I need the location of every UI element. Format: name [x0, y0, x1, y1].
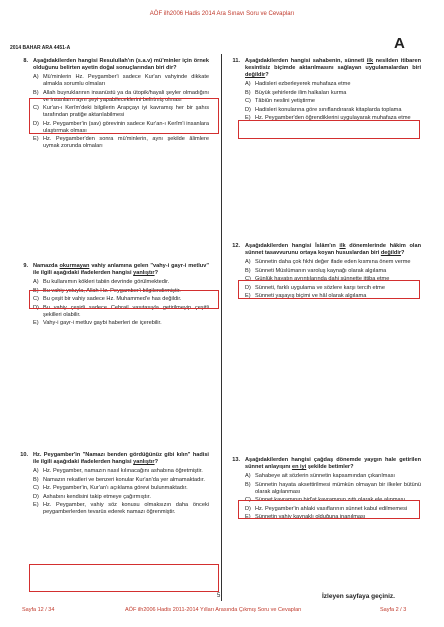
- option-a[interactable]: A) Bu kullanımın kökleri tabiin devrinde görülmektedir.: [33, 279, 170, 285]
- question-stem: Aşağıdakilerden hangisi İslâm'ın ilk dönemlerinde hâkim olan sünnet tasavvurunu ortaya koyan hususlardan biri değildir?: [245, 243, 421, 256]
- answer-highlight-10: [29, 564, 219, 592]
- option-d[interactable]: D) Ashabını kendisini takip etmeye çağırmıştır.: [33, 493, 151, 500]
- answer-highlight-8: [29, 98, 219, 134]
- answer-highlight-11: [238, 120, 420, 139]
- option-c[interactable]: C) Bu çeşit bir vahiy sadece Hz. Muhammed'e has değildir.: [33, 296, 182, 302]
- footer-right: Sayfa 2 / 3: [380, 607, 407, 613]
- answer-highlight-9: [29, 287, 219, 309]
- option-a[interactable]: A) Sünnetin daha çok fıkhi değer ifade eden kısmına önem verme: [245, 259, 411, 265]
- continue-note: İzleyen sayfaya geçiniz.: [322, 593, 395, 600]
- option-e[interactable]: E) Vahy-i gayr-i metluv gaybi haberleri de içerebilir.: [33, 320, 162, 326]
- option-c[interactable]: C) Tâbiûn neslini yetiştirme: [245, 98, 316, 104]
- question-number: 10.: [20, 452, 28, 458]
- option-d[interactable]: D) Bu vahiy çeşidi sadece Cebrail vasıtasıyla getirilmeyip çeşitli şekilleri olabilir.: [33, 304, 209, 318]
- question-10: [14, 452, 209, 518]
- option-d[interactable]: D) Hz. Peygamber'in (sav) görevinin sadece Kur'an-ı Kerîm'i insanlara ulaştırmak olması: [33, 120, 209, 134]
- option-d[interactable]: D) Hz. Peygamber'in ahlaki vasıflarının sünnet kabul edilmemesi: [245, 505, 408, 512]
- option-b[interactable]: B) Büyük şehirlerde ilim halkaları kurma: [245, 89, 347, 96]
- option-d[interactable]: D) Sünneti, farklı uygulama ve sözlere karşı tercih etme: [245, 284, 385, 291]
- question-number: 12.: [232, 243, 240, 249]
- answer-highlight-13: [238, 500, 420, 519]
- option-c[interactable]: C) Sünnet kavramının bid'at kavramının zıttı olarak ele alınması: [245, 497, 405, 503]
- footer-center: AÖF ilh2006 Hadis 2011-2014 Yılları Arasında Çıkmış Soru ve Cevapları: [125, 607, 302, 613]
- column-divider: [221, 54, 222, 601]
- page-number: 5: [217, 593, 221, 599]
- question-stem: Aşağıdakilerden hangisi çağdaş dönemde yaygın hale getirilen sünnet anlayışını en iyi şekilde betimler?: [245, 457, 421, 470]
- option-a[interactable]: A) Hadisleri ezberleyerek muhafaza etme: [245, 81, 351, 87]
- question-stem: Hz. Peygamber'in "Namazı benden gördüğünüz gibi kılın" hadisi ile ilgili aşağıdaki ifadelerden hangisi yanlıştır?: [33, 452, 209, 465]
- option-e[interactable]: E) Hz. Peygamber'den sonra mü'minlerin, aynı şekilde âlimlere uymak zorunda olmaları: [33, 136, 209, 149]
- question-stem: Aşağıdakilerden hangisi Resulullah'ın (s.a.v) mü'minler için örnek olduğunu belirten ayetin doğal sonuçlarından biri dir?: [33, 58, 209, 71]
- question-number: 8.: [23, 58, 28, 64]
- option-e[interactable]: E) Sünnetin vahiy kaynaklı olduğuna inanılması: [245, 514, 366, 520]
- question-11: [226, 58, 421, 124]
- question-number: 9.: [23, 263, 28, 269]
- option-e[interactable]: E) Hz. Peygamber, vahiy söz konusu olmaksızın daha önceki peygamberlerden tevarüs ederek namazı öğrenmiştir.: [33, 502, 209, 515]
- question-number: 13.: [232, 457, 240, 463]
- option-a[interactable]: A) Mü'minlerin Hz. Peygamber'i sadece Kur'an vahyinde dikkate almakla sorumlu olmaları: [33, 74, 209, 87]
- option-e[interactable]: E) Hz. Peygamber'den öğrendiklerini uygulayarak muhafaza etme: [245, 115, 411, 121]
- option-c[interactable]: C) Kur'an-ı Kerîm'deki bilgilerin Arapçayı iyi kavramış her bir şahıs tarafından pratiğe aktarılabilmesi: [33, 105, 209, 118]
- booklet-letter: A: [394, 35, 405, 52]
- footer-left: Sayfa 12 / 34: [22, 607, 55, 613]
- option-a[interactable]: A) Sahabeye ait sözlerin sünnetin kapsamından çıkarılması: [245, 473, 395, 479]
- document-title: AÖF ilh2006 Hadis 2014 Ara Sınavı Soru ve Cevapları: [149, 11, 295, 17]
- option-a[interactable]: A) Hz. Peygamber, namazın nasıl kılınacağını ashabına öğretmiştir.: [33, 468, 203, 474]
- option-e[interactable]: E) Sünneti yaşayış biçimi ve hâl olarak algılama: [245, 293, 367, 299]
- question-number: 11.: [232, 58, 240, 64]
- option-c[interactable]: C) Günlük hayatın ayrıntılarında dahi sünnette ittiba etme: [245, 276, 390, 282]
- question-stem: Aşağıdakilerden hangisi sahabenin, sünneti ilk nesilden itibaren kesintisiz biçimde aktarılmasını sağlayan uygulamalardan biri değildir?: [245, 58, 421, 78]
- answer-highlight-12: [238, 280, 420, 299]
- option-b[interactable]: B) Bu vahiy yoluyla, Allah Hz. Peygamber'i bilgilendirmiştir.: [33, 287, 181, 294]
- option-b[interactable]: B) Sünnetin hayata aksettirilmesi mümkün olmayan bir ilkeler bütünü olarak algılanması: [245, 481, 421, 495]
- option-d[interactable]: D) Hadisleri konularına göre sınıflandırarak kitaplarda toplama: [245, 106, 402, 113]
- option-b[interactable]: B) Sünneti Müslümanın varoluş kaynağı olarak algılama: [245, 267, 387, 274]
- option-c[interactable]: C) Hz. Peygamber'in, Kur'an'ı açıklama görevi bulunmaktadır.: [33, 485, 188, 491]
- option-b[interactable]: B) Allah buyruklarının insanüstü ya da ütopik/hayali şeyler olmadığını ve insanların aynı şeyi yapabileceklerini belirtmiş olması: [33, 89, 209, 103]
- option-b[interactable]: B) Namazın rekatleri ve benzeri konular Kur'an'da yer almamaktadır.: [33, 476, 205, 483]
- question-stem: Namazda okurmayan vahiy anlamına gelen "vahy-i gayr-i metluv" ile ilgili aşağıdaki ifadelerden hangisi yanlıştır?: [33, 263, 209, 276]
- exam-code: 2014 BAHAR ARA 4451-A: [10, 45, 71, 51]
